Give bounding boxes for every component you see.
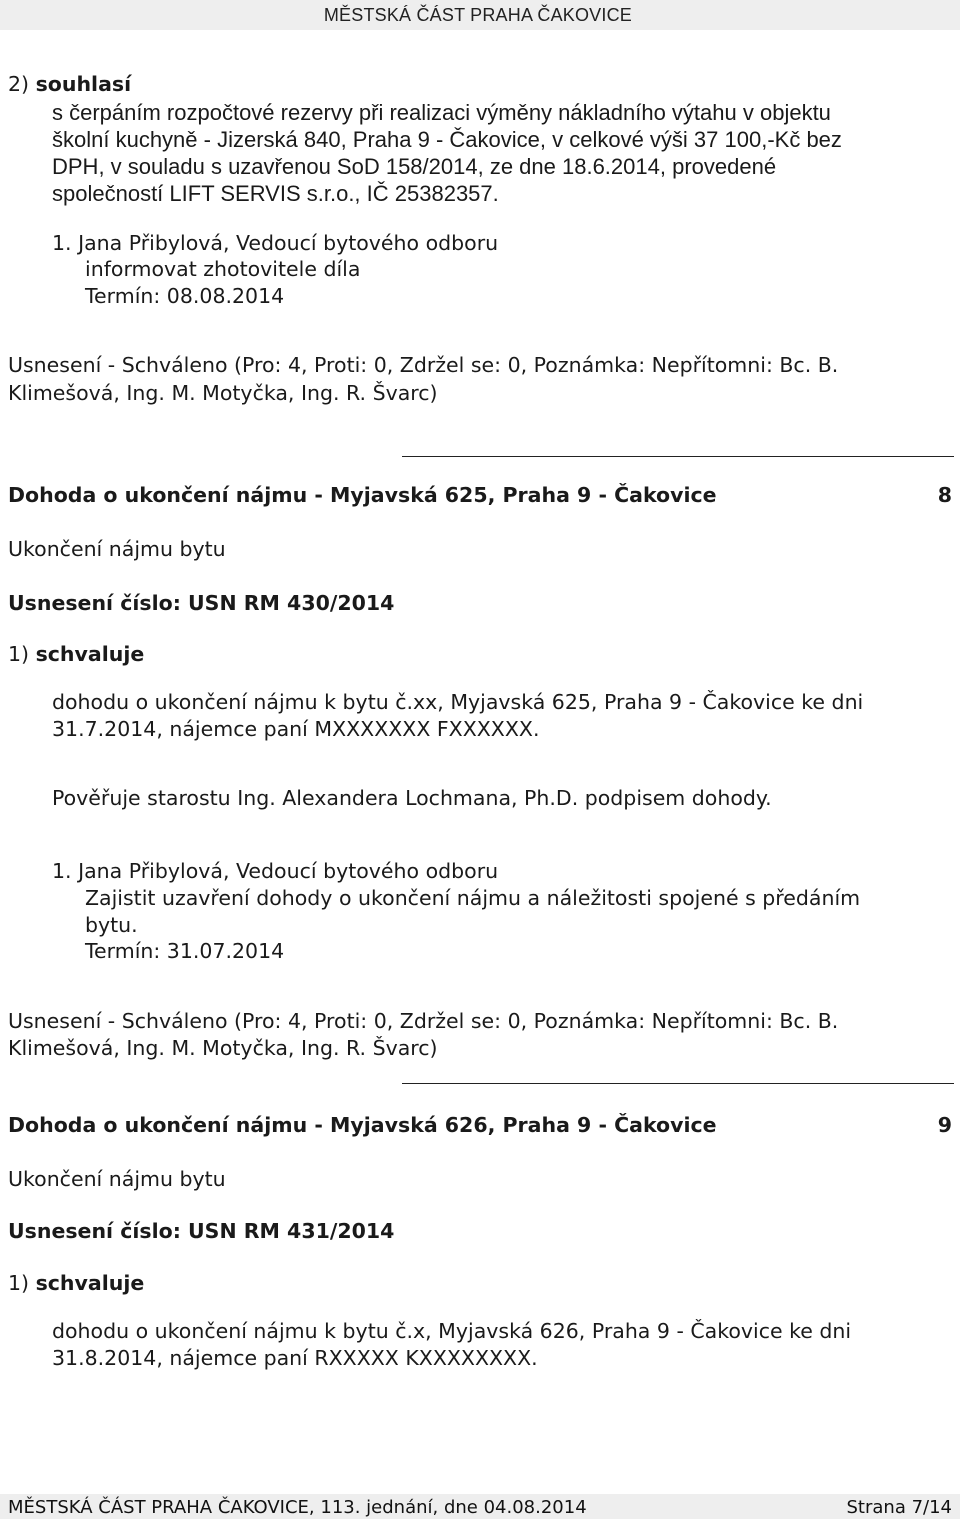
section-divider (402, 1083, 954, 1084)
task-description: bytu. (85, 913, 138, 937)
resolution-text-line: 31.7.2014, nájemce paní MXXXXXXX FXXXXXX. (52, 717, 540, 741)
agenda-item-number: 8 (937, 483, 952, 507)
resolution-text-line: dohodu o ukončení nájmu k bytu č.xx, Myjavská 625, Praha 9 - Čakovice ke dni (52, 690, 864, 714)
header-title: MĚSTSKÁ ČÁST PRAHA ČAKOVICE (323, 5, 632, 25)
resolution-point (8, 641, 144, 668)
vote-result-line: Klimešová, Ing. M. Motyčka, Ing. R. Švarc) (8, 1036, 438, 1060)
resolution-point (8, 1270, 144, 1297)
resolution-text-line: společností LIFT SERVIS s.r.o., IČ 25382357. (52, 181, 499, 206)
resolution-number: Usnesení číslo: USN RM 431/2014 (8, 1219, 395, 1243)
task-assignee: 1. Jana Přibylová, Vedoucí bytového odboru (52, 859, 499, 883)
task-assignee: 1. Jana Přibylová, Vedoucí bytového odboru (52, 231, 499, 255)
task-description: informovat zhotovitele díla (85, 257, 361, 281)
task-description: Zajistit uzavření dohody o ukončení nájmu a náležitosti spojené s předáním (85, 886, 861, 910)
resolution-number: Usnesení číslo: USN RM 430/2014 (8, 591, 395, 615)
resolution-verb: souhlasí (35, 72, 132, 96)
resolution-text-line: dohodu o ukončení nájmu k bytu č.x, Myjavská 626, Praha 9 - Čakovice ke dni (52, 1319, 852, 1343)
resolution-text-line: školní kuchyně - Jizerská 840, Praha 9 - Čakovice, v celkové výši 37 100,-Kč bez (52, 127, 842, 152)
resolution-text-line: 31.8.2014, nájemce paní RXXXXX KXXXXXXXX. (52, 1346, 538, 1370)
point-number: 1) (8, 1271, 36, 1295)
vote-result-line: Usnesení - Schváleno (Pro: 4, Proti: 0, Zdržel se: 0, Poznámka: Nepřítomni: Bc. B. (8, 353, 839, 377)
footer-page-number: Strana 7/14 (846, 1497, 952, 1518)
resolution-verb: schvaluje (35, 642, 145, 666)
agenda-item-subtitle: Ukončení nájmu bytu (8, 537, 226, 561)
vote-result-line: Usnesení - Schváleno (Pro: 4, Proti: 0, Zdržel se: 0, Poznámka: Nepřítomni: Bc. B. (8, 1009, 839, 1033)
task-deadline: Termín: 08.08.2014 (85, 284, 285, 308)
agenda-item-number: 9 (937, 1113, 952, 1137)
resolution-text-line: DPH, v souladu s uzavřenou SoD 158/2014, ze dne 18.6.2014, provedené (52, 154, 777, 179)
footer-meeting-info: MĚSTSKÁ ČÁST PRAHA ČAKOVICE, 113. jednání, dne 04.08.2014 (8, 1497, 587, 1518)
resolution-point (8, 71, 131, 98)
resolution-verb: schvaluje (35, 1271, 145, 1295)
vote-result-line: Klimešová, Ing. M. Motyčka, Ing. R. Švarc) (8, 381, 438, 405)
agenda-item-title: Dohoda o ukončení nájmu - Myjavská 625, Praha 9 - Čakovice (8, 483, 717, 507)
mandate-text: Pověřuje starostu Ing. Alexandera Lochmana, Ph.D. podpisem dohody. (52, 786, 772, 810)
task-deadline: Termín: 31.07.2014 (85, 939, 285, 963)
point-number: 2) (8, 72, 36, 96)
point-number: 1) (8, 642, 36, 666)
agenda-item-title: Dohoda o ukončení nájmu - Myjavská 626, Praha 9 - Čakovice (8, 1113, 717, 1137)
agenda-item-subtitle: Ukončení nájmu bytu (8, 1167, 226, 1191)
section-divider (402, 456, 954, 457)
resolution-text-line: s čerpáním rozpočtové rezervy při realizaci výměny nákladního výtahu v objektu (52, 100, 831, 125)
